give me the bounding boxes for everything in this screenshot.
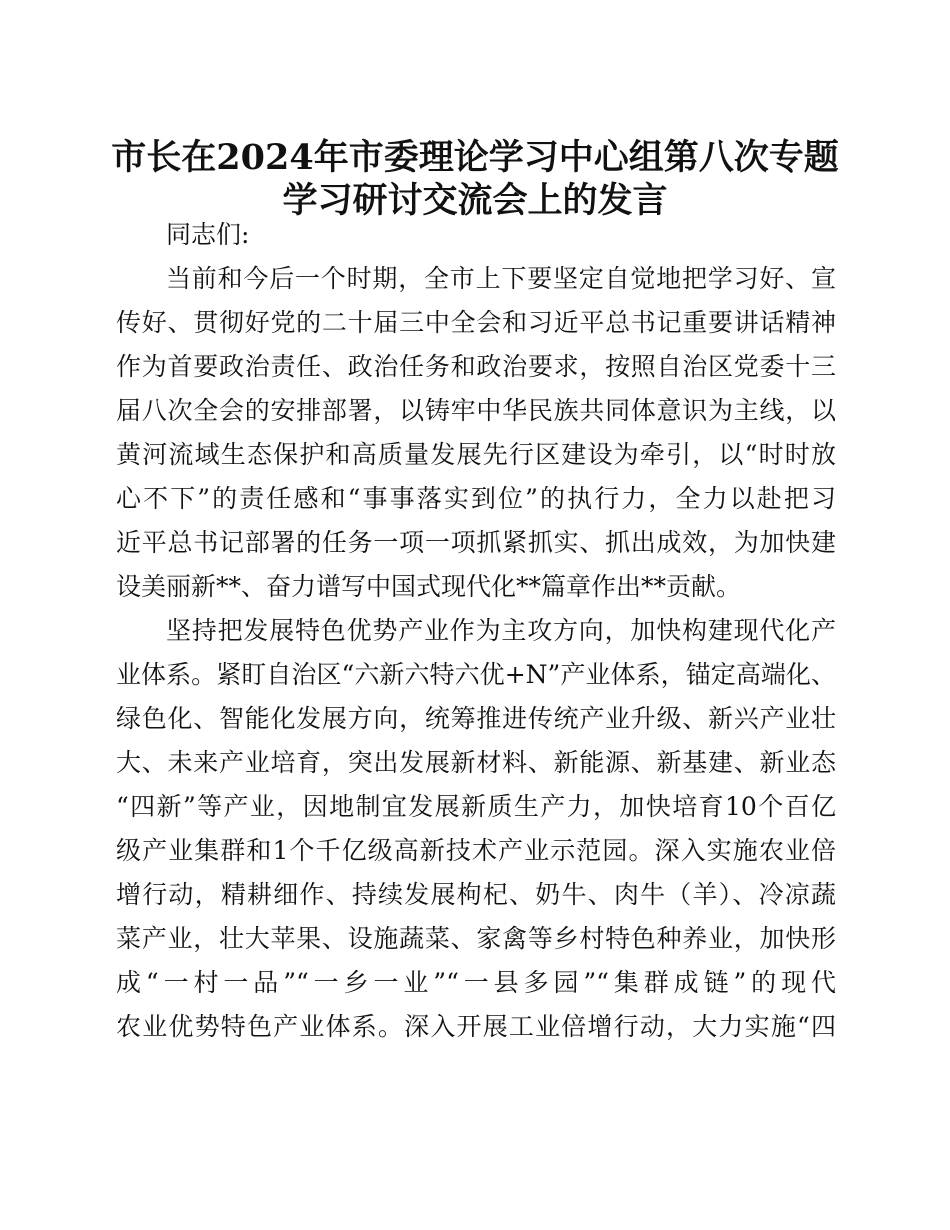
paragraph-1-line: 传好、贯彻好党的二十届三中全会和习近平总书记重要讲话精神 xyxy=(116,308,836,337)
paragraph-1-line: 当前和今后一个时期，全市上下要坚定自觉地把学习好、宣 xyxy=(166,264,836,293)
paragraph-2-line: 成“一村一品”“一乡一业”“一县多园”“集群成链”的现代 xyxy=(116,968,836,997)
document-body xyxy=(116,213,836,1049)
paragraph-2-line: 大、未来产业培育，突出发展新材料、新能源、新基建、新业态 xyxy=(116,748,836,777)
paragraph-2-line: 业体系。紧盯自治区“六新六特六优+N”产业体系，锚定高端化、 xyxy=(116,660,836,689)
paragraph-2-line: 绿色化、智能化发展方向，统筹推进传统产业升级、新兴产业壮 xyxy=(116,704,836,733)
paragraph-2-line: 菜产业，壮大苹果、设施蔬菜、家禽等乡村特色种养业，加快形 xyxy=(116,924,836,953)
paragraph-1-line: 心不下”的责任感和“事事落实到位”的执行力，全力以赴把习 xyxy=(116,484,836,513)
paragraph-2-line: 坚持把发展特色优势产业作为主攻方向，加快构建现代化产 xyxy=(166,616,836,645)
salutation: 同志们: xyxy=(166,220,250,249)
paragraph-1-line: 近平总书记部署的任务一项一项抓紧抓实、抓出成效，为加快建 xyxy=(116,528,836,557)
paragraph-2-line: 级产业集群和1个千亿级高新技术产业示范园。深入实施农业倍 xyxy=(116,836,836,865)
paragraph-1-line: 黄河流域生态保护和高质量发展先行区建设为牵引，以“时时放 xyxy=(116,440,836,469)
paragraph-2-line: 农业优势特色产业体系。深入开展工业倍增行动，大力实施“四 xyxy=(116,1012,836,1041)
paragraph-1-line: 设美丽新**、奋力谱写中国式现代化**篇章作出**贡献。 xyxy=(116,572,742,601)
paragraph-1-line: 届八次全会的安排部署，以铸牢中华民族共同体意识为主线，以 xyxy=(116,396,836,425)
paragraph-2-line: 增行动，精耕细作、持续发展枸杞、奶牛、肉牛（羊）、冷凉蔬 xyxy=(116,880,836,909)
document-title-line-2: 学习研讨交流会上的发言 xyxy=(282,180,668,221)
paragraph-2-line: “四新”等产业，因地制宜发展新质生产力，加快培育10个百亿 xyxy=(116,792,836,821)
document-title-line-1: 市长在2024年市委理论学习中心组第八次专题 xyxy=(111,137,839,178)
paragraph-1-line: 作为首要政治责任、政治任务和政治要求，按照自治区党委十三 xyxy=(116,352,836,381)
